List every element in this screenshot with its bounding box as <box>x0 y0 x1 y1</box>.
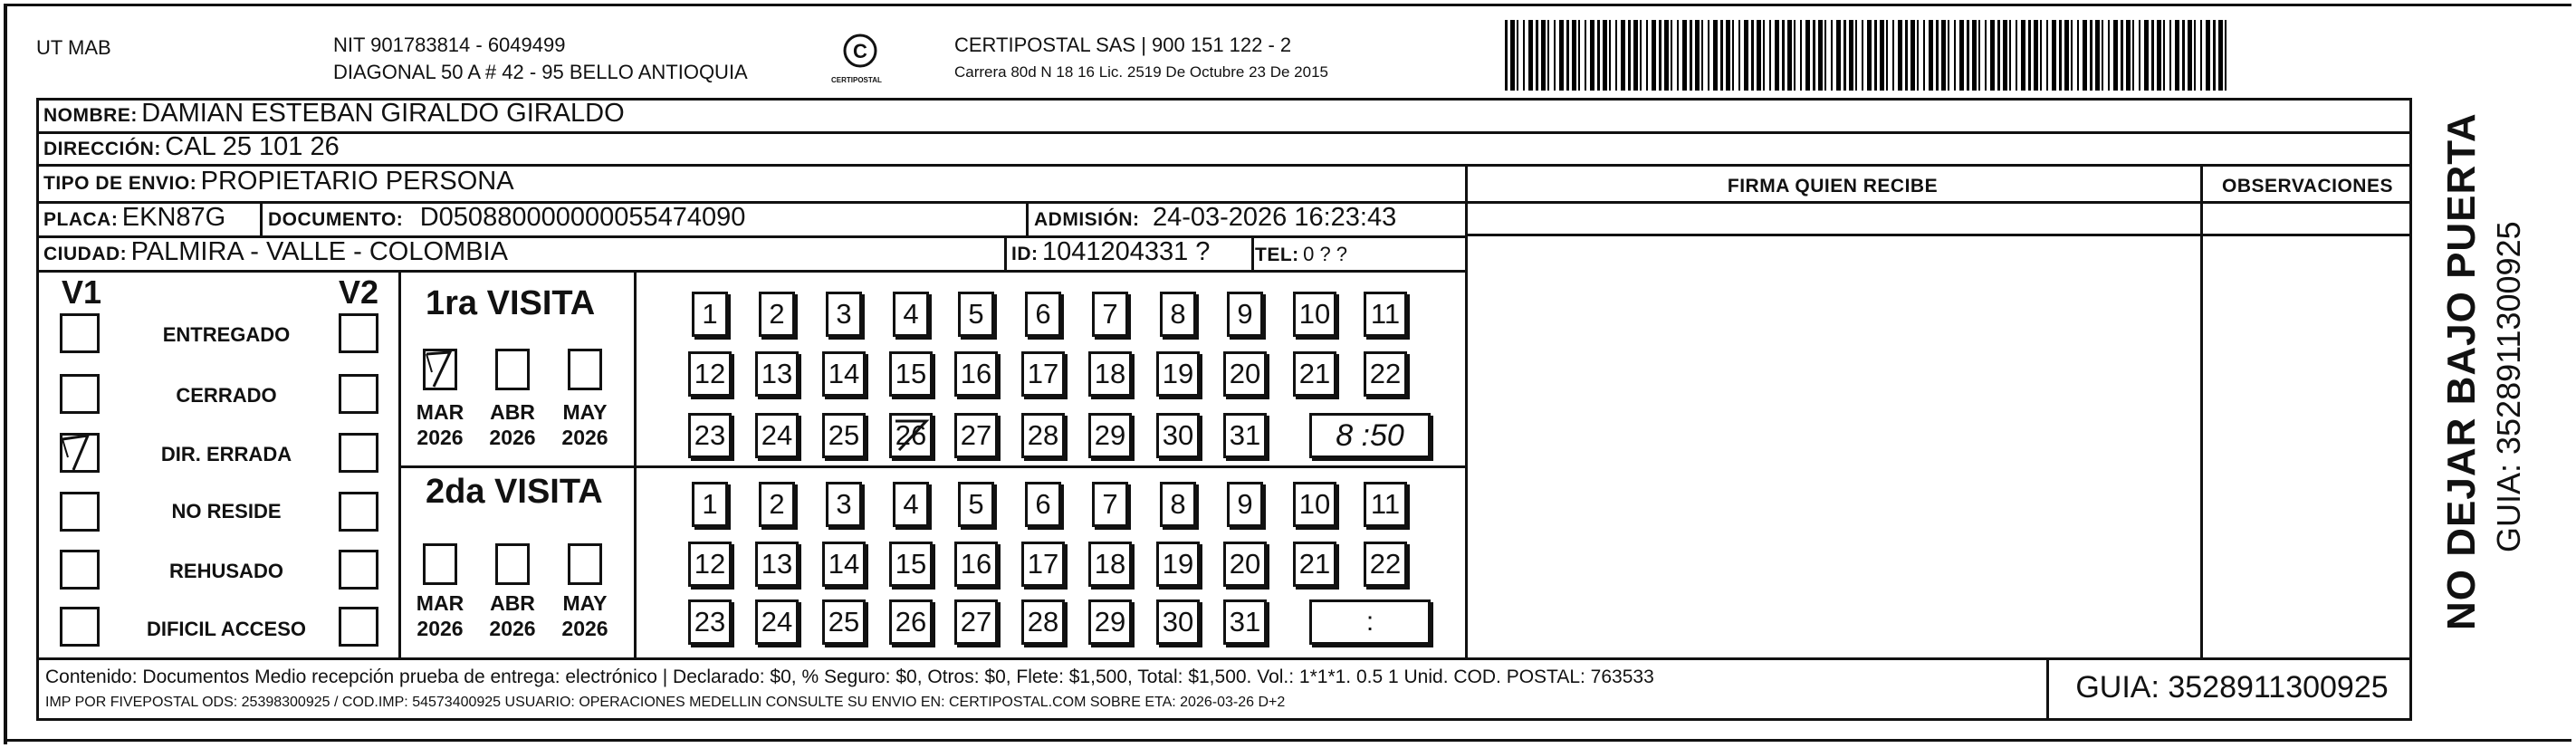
top-border <box>4 4 2571 6</box>
v2-checkbox-rehusado[interactable] <box>339 550 378 590</box>
second-visit-day-31[interactable]: 31 <box>1223 599 1267 645</box>
first-visit-day-30[interactable]: 30 <box>1156 413 1200 458</box>
ciudad-label: CIUDAD: <box>43 244 128 264</box>
second-visit-day-22[interactable]: 22 <box>1364 542 1407 587</box>
col-divider <box>634 270 637 657</box>
second-visit-day-3[interactable]: 3 <box>826 482 862 527</box>
first-visit-day-11[interactable]: 11 <box>1364 292 1407 337</box>
first-visit-day-24[interactable]: 24 <box>755 413 799 458</box>
first-visit-day-29[interactable]: 29 <box>1088 413 1132 458</box>
company-nit: NIT 901783814 - 6049499 <box>333 34 566 56</box>
company-name: UT MAB <box>36 36 111 59</box>
second-visit-day-20[interactable]: 20 <box>1223 542 1267 587</box>
month-label: MAY <box>562 591 608 615</box>
nombre-row <box>43 99 625 129</box>
first-visit-day-15[interactable]: 15 <box>889 351 933 397</box>
row-divider <box>36 657 2412 660</box>
month-label: MAR <box>416 400 464 424</box>
first-month-mar <box>413 399 467 450</box>
tel-cell <box>1255 243 1347 266</box>
col-divider <box>260 201 263 235</box>
observaciones-header: OBSERVACIONES <box>2222 176 2393 197</box>
second-visit-day-13[interactable]: 13 <box>755 542 799 587</box>
option-cerrado: CERRADO <box>176 384 277 407</box>
nombre-value: DAMIAN ESTEBAN GIRALDO GIRALDO <box>141 99 625 128</box>
first-visit-day-13[interactable]: 13 <box>755 351 799 397</box>
first-month-may <box>558 399 612 450</box>
first-visit-day-19[interactable]: 19 <box>1156 351 1200 397</box>
v1-checkbox-entregado[interactable] <box>60 313 100 353</box>
svg-text:C: C <box>853 40 867 62</box>
first-visit-day-18[interactable]: 18 <box>1088 351 1132 397</box>
first-visit-time[interactable]: 8 :50 <box>1309 413 1431 458</box>
first-visit-day-20[interactable]: 20 <box>1223 351 1267 397</box>
first-visit-day-7[interactable]: 7 <box>1092 292 1128 337</box>
year-label: 2026 <box>561 617 608 640</box>
first-visit-day-1[interactable]: 1 <box>692 292 728 337</box>
admision-label: ADMISIÓN: <box>1034 209 1140 230</box>
tipo-row <box>43 167 514 197</box>
footer-print-info: IMP POR FIVEPOSTAL ODS: 25398300925 / COD.IMP: 54573400925 USUARIO: OPERACIONES MEDELLIN CONSULTE SU ENVIO EN: CERTIPOSTAL.COM SOBRE ETA: 2026-03-26 D+2 <box>45 695 1286 710</box>
second-visit-month-mar[interactable] <box>423 543 457 585</box>
option-dir-errada: DIR. ERRADA <box>160 443 292 465</box>
second-visit-month-may[interactable] <box>568 543 602 585</box>
second-visit-day-8[interactable]: 8 <box>1160 482 1196 527</box>
footer-guia: GUIA: 3528911300925 <box>2075 670 2389 705</box>
documento-cell <box>268 203 745 233</box>
row-divider <box>36 131 2412 134</box>
row-divider <box>36 270 1465 273</box>
v2-label: V2 <box>339 273 379 311</box>
first-visit-day-26[interactable]: 26 <box>889 413 933 458</box>
second-visit-day-19[interactable]: 19 <box>1156 542 1200 587</box>
second-visit-day-7[interactable]: 7 <box>1092 482 1128 527</box>
second-visit-day-9[interactable]: 9 <box>1227 482 1263 527</box>
first-visit-month-abr[interactable] <box>495 349 530 390</box>
first-visit-day-23[interactable]: 23 <box>688 413 732 458</box>
second-visit-day-18[interactable]: 18 <box>1088 542 1132 587</box>
placa-value: EKN87G <box>121 203 226 232</box>
side-warning: NO DEJAR BAJO PUERTA <box>2439 112 2484 630</box>
second-visit-day-15[interactable]: 15 <box>889 542 933 587</box>
left-border <box>4 4 7 744</box>
v2-checkbox-dificil-acceso[interactable] <box>339 607 378 647</box>
strike-icon <box>890 414 934 457</box>
second-visit-day-5[interactable]: 5 <box>958 482 994 527</box>
documento-label: DOCUMENTO: <box>268 209 404 230</box>
tipo-label: TIPO DE ENVIO: <box>43 173 197 194</box>
second-visit-day-10[interactable]: 10 <box>1293 482 1336 527</box>
visit-divider <box>398 465 1465 468</box>
first-visit-day-16[interactable]: 16 <box>954 351 998 397</box>
tel-label: TEL: <box>1255 245 1299 265</box>
id-label: ID: <box>1011 244 1039 264</box>
admision-cell <box>1034 203 1396 233</box>
v2-checkbox-entregado[interactable] <box>339 313 378 353</box>
second-visit-day-17[interactable]: 17 <box>1021 542 1065 587</box>
first-visit-title: 1ra VISITA <box>426 284 596 322</box>
first-visit-day-4[interactable]: 4 <box>893 292 929 337</box>
second-visit-day-1[interactable]: 1 <box>692 482 728 527</box>
company-address: DIAGONAL 50 A # 42 - 95 BELLO ANTIOQUIA <box>333 61 748 83</box>
year-label: 2026 <box>417 426 464 449</box>
first-visit-day-3[interactable]: 3 <box>826 292 862 337</box>
logo-caption: CERTIPOSTAL <box>831 76 882 84</box>
row-divider <box>1465 234 2412 236</box>
month-label: ABR <box>490 400 535 424</box>
certipostal-address: Carrera 80d N 18 16 Lic. 2519 De Octubre 23 De 2015 <box>954 63 1328 81</box>
direccion-row <box>43 132 340 162</box>
v1-checkbox-cerrado[interactable] <box>60 374 100 414</box>
option-entregado: ENTREGADO <box>162 323 291 346</box>
month-label: MAR <box>416 591 464 615</box>
first-visit-day-5[interactable]: 5 <box>958 292 994 337</box>
year-label: 2026 <box>489 617 536 640</box>
second-visit-month-abr[interactable] <box>495 543 530 585</box>
second-visit-day-21[interactable]: 21 <box>1293 542 1336 587</box>
tipo-value: PROPIETARIO PERSONA <box>200 167 514 196</box>
direccion-value: CAL 25 101 26 <box>165 132 340 161</box>
year-label: 2026 <box>489 426 536 449</box>
first-visit-day-8[interactable]: 8 <box>1160 292 1196 337</box>
v1-label: V1 <box>62 273 102 311</box>
col-divider <box>1251 235 1254 270</box>
first-visit-day-6[interactable]: 6 <box>1025 292 1061 337</box>
col-divider <box>1004 235 1007 270</box>
v1-checkbox-rehusado[interactable] <box>60 550 100 590</box>
month-label: ABR <box>490 591 535 615</box>
second-visit-day-24[interactable]: 24 <box>755 599 799 645</box>
first-visit-day-21[interactable]: 21 <box>1293 351 1336 397</box>
id-cell <box>1011 237 1210 267</box>
col-divider <box>1465 164 1468 657</box>
first-visit-day-25[interactable]: 25 <box>822 413 866 458</box>
first-visit-day-22[interactable]: 22 <box>1364 351 1407 397</box>
second-visit-day-29[interactable]: 29 <box>1088 599 1132 645</box>
ciudad-cell <box>43 237 508 267</box>
checkmark-icon <box>61 432 97 472</box>
second-visit-day-27[interactable]: 27 <box>954 599 998 645</box>
second-visit-day-6[interactable]: 6 <box>1025 482 1061 527</box>
placa-label: PLACA: <box>43 209 119 230</box>
second-visit-day-12[interactable]: 12 <box>688 542 732 587</box>
second-month-may <box>558 590 612 641</box>
barcode <box>1505 20 2227 91</box>
v1-checkbox-no-reside[interactable] <box>60 492 100 532</box>
first-visit-day-2[interactable]: 2 <box>759 292 795 337</box>
footer-content: Contenido: Documentos Medio recepción prueba de entrega: electrónico | Declarado: $0, % Seguro: $0, Otros: $0, Flete: $1,500, Total: $1,500. Vol.: 1*1*1. 0.5 1 Unid. COD. POSTAL: 763533 <box>45 666 1654 687</box>
checkmark-icon <box>423 349 455 388</box>
second-visit-day-16[interactable]: 16 <box>954 542 998 587</box>
first-visit-day-27[interactable]: 27 <box>954 413 998 458</box>
col-divider <box>1026 201 1029 235</box>
direccion-label: DIRECCIÓN: <box>43 139 161 159</box>
bottom-border <box>4 739 2571 742</box>
second-visit-day-28[interactable]: 28 <box>1021 599 1065 645</box>
ciudad-value: PALMIRA - VALLE - COLOMBIA <box>130 237 508 266</box>
second-visit-day-11[interactable]: 11 <box>1364 482 1407 527</box>
second-month-mar <box>413 590 467 641</box>
option-no-reside: NO RESIDE <box>171 500 282 523</box>
second-visit-day-23[interactable]: 23 <box>688 599 732 645</box>
admision-value: 24-03-2026 16:23:43 <box>1152 203 1397 232</box>
option-dificil-acceso: DIFICIL ACCESO <box>146 618 306 640</box>
option-rehusado: REHUSADO <box>169 560 283 582</box>
v2-checkbox-dir-errada[interactable] <box>339 433 378 473</box>
v2-checkbox-no-reside[interactable] <box>339 492 378 532</box>
nombre-label: NOMBRE: <box>43 105 138 126</box>
first-visit-day-31[interactable]: 31 <box>1223 413 1267 458</box>
first-visit-month-may[interactable] <box>568 349 602 390</box>
col-divider <box>398 270 401 657</box>
certipostal-name: CERTIPOSTAL SAS | 900 151 122 - 2 <box>954 34 1292 56</box>
firma-header: FIRMA QUIEN RECIBE <box>1727 176 1939 197</box>
second-visit-title: 2da VISITA <box>426 473 603 511</box>
second-visit-day-25[interactable]: 25 <box>822 599 866 645</box>
v1-checkbox-dir-errada[interactable] <box>60 433 100 473</box>
first-visit-day-10[interactable]: 10 <box>1293 292 1336 337</box>
id-value: 1041204331 ? <box>1041 237 1211 266</box>
first-visit-day-9[interactable]: 9 <box>1227 292 1263 337</box>
first-visit-month-mar[interactable] <box>423 349 457 390</box>
col-divider <box>2046 657 2049 721</box>
v2-checkbox-cerrado[interactable] <box>339 374 378 414</box>
first-visit-day-17[interactable]: 17 <box>1021 351 1065 397</box>
month-label: MAY <box>562 400 608 424</box>
side-guia: GUIA: 3528911300925 <box>2490 221 2527 552</box>
second-visit-day-30[interactable]: 30 <box>1156 599 1200 645</box>
year-label: 2026 <box>561 426 608 449</box>
second-month-abr <box>485 590 540 641</box>
first-visit-day-14[interactable]: 14 <box>822 351 866 397</box>
first-visit-day-12[interactable]: 12 <box>688 351 732 397</box>
second-visit-day-2[interactable]: 2 <box>759 482 795 527</box>
second-visit-day-26[interactable]: 26 <box>889 599 933 645</box>
placa-cell <box>43 203 225 233</box>
first-visit-day-28[interactable]: 28 <box>1021 413 1065 458</box>
v1-checkbox-dificil-acceso[interactable] <box>60 607 100 647</box>
second-visit-day-14[interactable]: 14 <box>822 542 866 587</box>
col-divider <box>2200 164 2203 657</box>
second-visit-time[interactable]: : <box>1309 599 1431 645</box>
year-label: 2026 <box>417 617 464 640</box>
tel-value: 0 ? ? <box>1303 243 1348 265</box>
first-month-abr <box>485 399 540 450</box>
second-visit-day-4[interactable]: 4 <box>893 482 929 527</box>
documento-value: D050880000000055474090 <box>419 203 746 232</box>
